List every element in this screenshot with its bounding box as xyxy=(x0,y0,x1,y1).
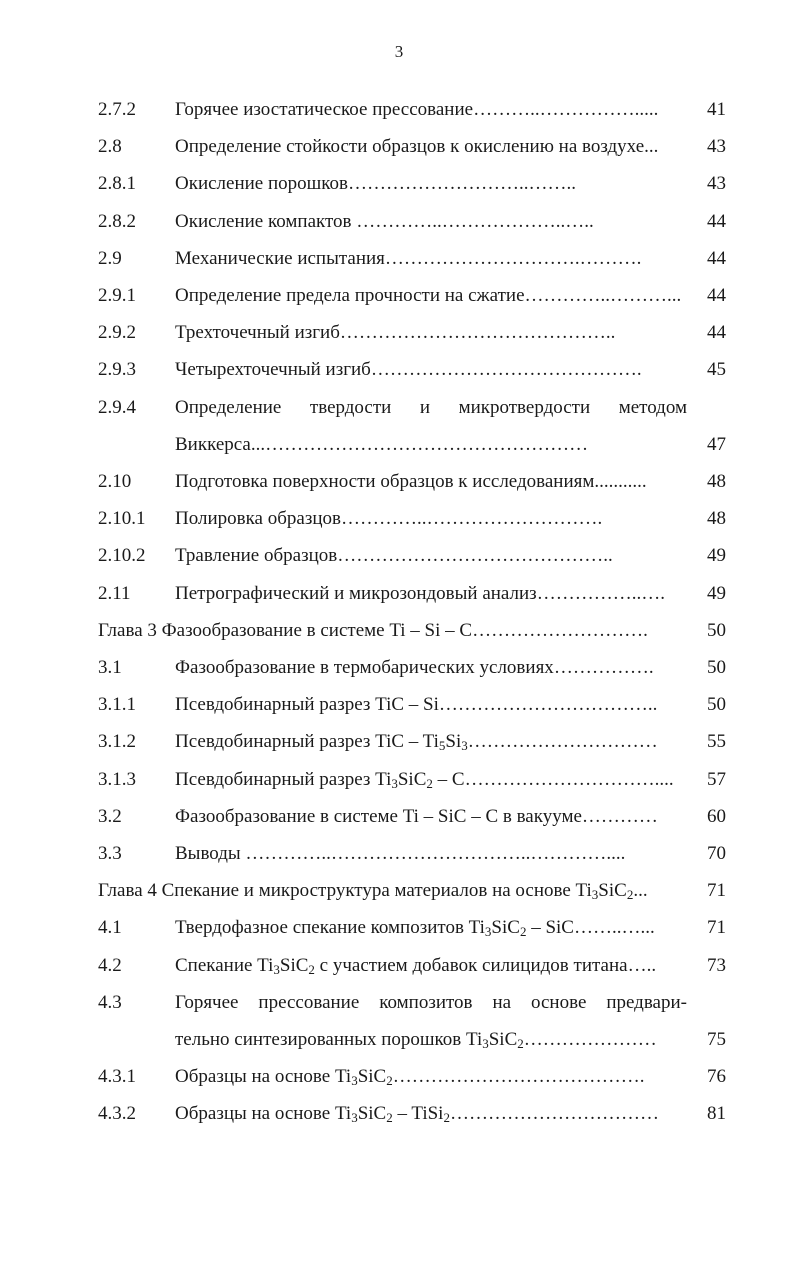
toc-entry-page: 50 xyxy=(707,694,726,716)
toc-entry-title: Псевдобинарный разрез $Ti_3SiC_2$ – C………………………….... xyxy=(175,768,674,791)
toc-entry xyxy=(0,949,798,983)
toc-entry-number: 2.10.2 xyxy=(98,545,146,567)
toc-entry-title: Выводы …………..…………………………..………….... xyxy=(175,843,626,864)
toc-entry-title: Подготовка поверхности образцов к исследованиям........... xyxy=(175,471,647,492)
toc-entry xyxy=(0,205,798,239)
toc-entry-number: 3.2 xyxy=(98,805,122,827)
toc-entry-title: Глава 4 Спекание и микроструктура материалов на основе $Ti_3SiC_2$... xyxy=(98,880,648,903)
toc-entry-title: Спекание $Ti_3SiC_2$ с участием добавок силицидов титана….. xyxy=(175,954,657,977)
toc-entry xyxy=(0,614,798,648)
toc-entry-page: 44 xyxy=(707,247,726,269)
toc-entry-title: тельно синтезированных порошков $Ti_3SiC_2\dots\dots\dots\dots\dots\dots\dots$ xyxy=(175,1029,657,1051)
toc-entry xyxy=(0,1097,798,1131)
toc-entry-title: Горячее изостатическое прессование………..……………..... xyxy=(175,99,659,120)
toc-entry xyxy=(0,911,798,945)
toc-entry-page: 45 xyxy=(707,359,726,381)
toc-entry-title: Образцы на основе $Ti_3SiC_2$ – TiSi$_2$…………………………… xyxy=(175,1103,659,1126)
toc-entry-page: 55 xyxy=(707,731,726,753)
toc-leader-dots: ……..…... xyxy=(573,917,655,939)
toc-leader-dots: …………………………… xyxy=(449,1103,659,1125)
toc-entry-page: 71 xyxy=(707,917,726,939)
toc-leader-dots: …………..…………………………..………….... xyxy=(240,843,626,864)
toc-entry-title: Виккерса...…………………………………………… xyxy=(175,433,589,455)
toc-entry-page: 48 xyxy=(707,471,726,492)
toc-entry-title: Псевдобинарный разрез TiC – $Ti_5Si_3\dots\dots\dots\dots\dots\dots\dots\dots\dots\dots$ xyxy=(175,731,658,754)
toc-leader-dots: …………………………………….. xyxy=(337,545,613,567)
toc-entry-title: Твердофазное спекание композитов $Ti_3SiC_2$ – SiC……..…... xyxy=(175,917,655,940)
toc-entry-page: 44 xyxy=(707,210,726,232)
toc-entry-title: Травление образцов…………………………………….. xyxy=(175,545,613,567)
toc-leader-dots: ………………………. xyxy=(472,619,648,641)
toc-leader-dots: …………..………………..….. xyxy=(351,210,594,232)
toc-entry xyxy=(0,874,798,908)
toc-entry-title: Полировка образцов…………..………………………. xyxy=(175,508,603,530)
toc-entry-page: 44 xyxy=(707,322,726,344)
toc-entry-page: 60 xyxy=(707,805,726,827)
toc-entry-number: 2.10 xyxy=(98,471,132,492)
toc-entry-number: 3.1.3 xyxy=(98,768,136,790)
toc-leader-dots: ……………..…. xyxy=(536,582,665,604)
toc-entry-page: 43 xyxy=(707,136,726,158)
toc-entry-title: Определение предела прочности на сжатие…………..………... xyxy=(175,285,682,306)
toc-entry-number: 4.3.2 xyxy=(98,1103,136,1125)
toc-entry xyxy=(0,502,798,536)
toc-entry-number: 3.1.2 xyxy=(98,731,136,753)
toc-entry-title: Горячее прессование композитов на основе предвари- xyxy=(175,991,687,1013)
toc-entry xyxy=(0,279,798,313)
toc-leader-dots: ……………. xyxy=(553,657,654,678)
toc-leader-dots: …………..………... xyxy=(524,285,682,306)
toc-entry-number: 2.7.2 xyxy=(98,99,136,120)
toc-entry-number: 2.8 xyxy=(98,136,122,158)
toc-entry xyxy=(0,800,798,834)
toc-entry-title: Механические испытания………………………….………. xyxy=(175,247,642,269)
toc-entry xyxy=(0,986,798,1020)
toc-entry-number: 2.9 xyxy=(98,247,122,269)
toc-entry-title: Определение твердости и микротвердости методом xyxy=(175,396,687,418)
toc-entry-page: 71 xyxy=(707,880,726,902)
toc-leader-dots: ……………………………………. xyxy=(370,359,642,381)
toc-entry-page: 44 xyxy=(707,285,726,306)
toc-entry-number: 2.10.1 xyxy=(98,508,146,530)
toc-leader-dots: ...…………………………………………… xyxy=(250,433,589,455)
toc-entry-page: 50 xyxy=(707,657,726,678)
toc-entry-number: 2.8.1 xyxy=(98,173,136,195)
toc-entry-page: 49 xyxy=(707,582,726,604)
toc-entry-page: 76 xyxy=(707,1066,726,1088)
toc-entry-number: 2.9.4 xyxy=(98,396,136,418)
toc-leader-dots: ………………………… xyxy=(467,731,658,753)
toc-entry-page: 73 xyxy=(707,954,726,976)
toc-entry xyxy=(0,316,798,350)
toc-entry-page: 50 xyxy=(707,619,726,641)
toc-leader-dots: ………..……………..... xyxy=(473,99,659,120)
toc-leader-dots: …………………………….. xyxy=(438,694,658,716)
toc-leader-dots: ………… xyxy=(581,805,658,827)
toc-entry xyxy=(0,93,798,127)
toc-entry-page: 48 xyxy=(707,508,726,530)
toc-entry-title: Глава 3 Фазообразование в системе Ti – Si – C………………………. xyxy=(98,619,648,641)
toc-entry xyxy=(0,725,798,759)
toc-entry-title: Образцы на основе $Ti_3SiC_2\dots\dots\dots\dots\dots\dots\dots\dots\dots\dots\dots\dots\dots$. xyxy=(175,1066,645,1089)
toc-entry-number: 2.11 xyxy=(98,582,131,604)
toc-leader-dots: ........... xyxy=(594,471,647,492)
page-number: 3 xyxy=(394,42,404,61)
toc-entry-title: Фазообразование в системе Ti – SiC – C в вакууме………… xyxy=(175,805,658,827)
toc-entry xyxy=(0,1023,798,1057)
toc-entry xyxy=(0,688,798,722)
toc-entry-title: Четырехточечный изгиб……………………………………. xyxy=(175,359,642,381)
toc-entry-title: Трехточечный изгиб…………………………………….. xyxy=(175,322,616,344)
toc-entry-title: Фазообразование в термобарических условиях……………. xyxy=(175,657,654,678)
toc-leader-dots: ………………… xyxy=(523,1029,657,1050)
toc-entry-number: 2.9.2 xyxy=(98,322,136,344)
toc-entry xyxy=(0,391,798,425)
toc-entry-page: 70 xyxy=(707,843,726,864)
toc-entry xyxy=(0,465,798,499)
toc-entry-number: 2.9.3 xyxy=(98,359,136,381)
toc-leader-dots: …………………………………. xyxy=(392,1066,645,1088)
toc-entry-page: 75 xyxy=(707,1029,726,1050)
toc-entry xyxy=(0,428,798,462)
toc-entry-page: 47 xyxy=(707,433,726,455)
toc-entry xyxy=(0,167,798,201)
toc-entry-number: 3.1 xyxy=(98,657,122,678)
toc-entry xyxy=(0,130,798,164)
toc-leader-dots: ... xyxy=(644,136,659,158)
toc-entry xyxy=(0,539,798,573)
toc-entry-page: 41 xyxy=(707,99,726,120)
toc-entry-page: 49 xyxy=(707,545,726,567)
toc-leader-dots: ………………………….... xyxy=(464,768,674,790)
toc-entry xyxy=(0,763,798,797)
toc-entry xyxy=(0,353,798,387)
toc-entry xyxy=(0,577,798,611)
toc-entry-number: 4.2 xyxy=(98,954,122,976)
toc-leader-dots: …………..………………………. xyxy=(340,508,603,530)
toc-entry-title: Петрографический и микрозондовый анализ……………..…. xyxy=(175,582,665,604)
toc-leader-dots: ………………………..…….. xyxy=(348,173,577,195)
toc-entry xyxy=(0,837,798,871)
toc-leader-dots: ….. xyxy=(627,954,657,976)
toc-entry xyxy=(0,1060,798,1094)
toc-entry-title: Определение стойкости образцов к окислению на воздухе... xyxy=(175,136,659,158)
toc-entry-number: 4.3.1 xyxy=(98,1066,136,1088)
toc-entry-page: 57 xyxy=(707,768,726,790)
toc-entry-number: 2.8.2 xyxy=(98,210,136,232)
toc-entry-number: 3.3 xyxy=(98,843,122,864)
toc-entry-title: Псевдобинарный разрез TiC – Si…………………………….. xyxy=(175,694,658,716)
toc-entry xyxy=(0,242,798,276)
toc-entry-page: 43 xyxy=(707,173,726,195)
toc-entry-number: 3.1.1 xyxy=(98,694,136,716)
toc-entry-title: Окисление компактов …………..………………..….. xyxy=(175,210,594,232)
toc-entry xyxy=(0,651,798,685)
toc-leader-dots: ………………………….………. xyxy=(384,247,642,269)
toc-entry-title: Окисление порошков………………………..…….. xyxy=(175,173,577,195)
toc-entry-number: 2.9.1 xyxy=(98,285,136,306)
toc-leader-dots: ... xyxy=(633,880,648,902)
toc-entry-number: 4.3 xyxy=(98,991,122,1013)
toc-entry-page: 81 xyxy=(707,1103,726,1125)
toc-entry-number: 4.1 xyxy=(98,917,122,939)
toc-leader-dots: …………………………………….. xyxy=(339,322,616,344)
